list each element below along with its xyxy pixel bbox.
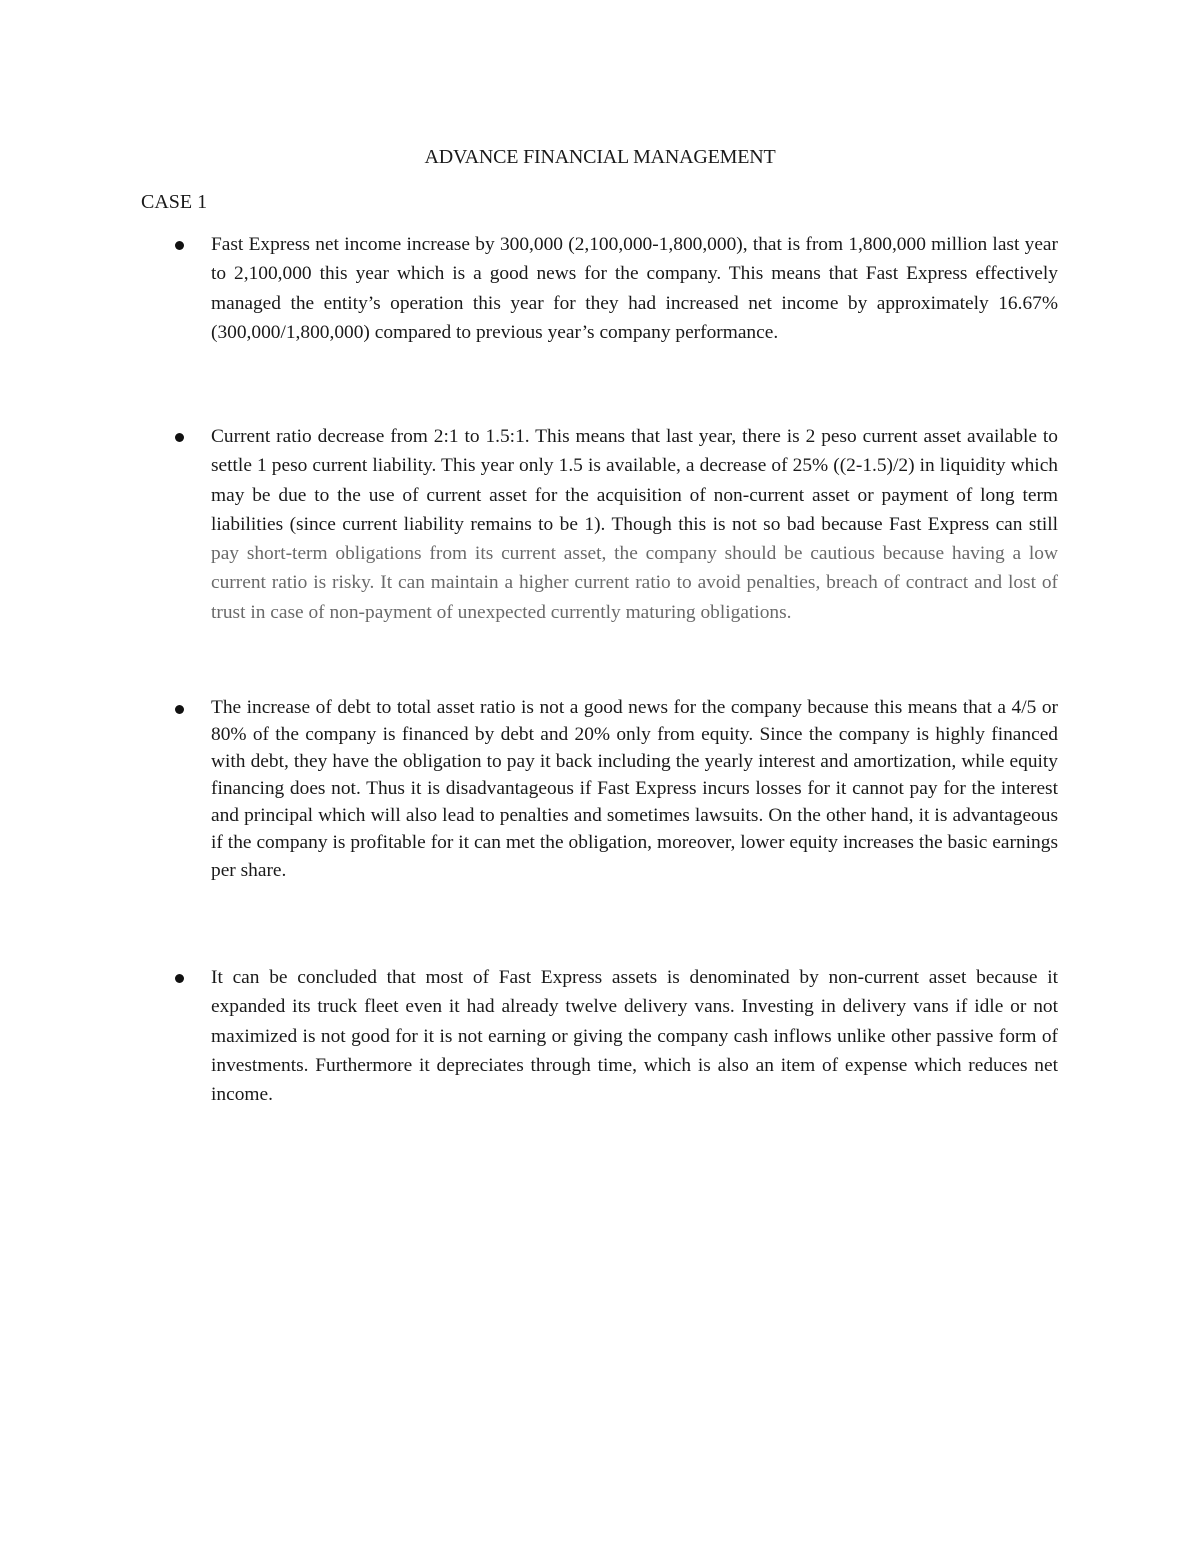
paragraph-net-income: Fast Express net income increase by 300,000 (2,100,000-1,800,000), that is from 1,800,000 million last year to 2,100,000 this year which is a good news for the company. This means that Fast Express effectively managed the entity’s operation this year for they had increased net income by approximately 16.67% (300,000/1,800,000) compared to previous year’s company performance. [211,234,1058,343]
paragraph-current-ratio [211,422,1058,627]
paragraph-debt-ratio: The increase of debt to total asset ratio is not a good news for the company because this means that a 4/5 or 80% of the company is financed by debt and 20% only from equity. Since the company is highly financed with debt, they have the obligation to pay it back including the yearly interest and amortization, while equity financing does not. Thus it is disadvantageous if Fast Express incurs losses for it cannot pay for the interest and principal which will also lead to penalties and sometimes lawsuits. On the other hand, it is advantageous if the company is profitable for it can met the obligation, moreover, lower equity increases the basic earnings per share. [211,697,1058,881]
bullet-dot-icon [175,705,184,714]
bullet-dot-icon [175,241,184,250]
paragraph-non-current-asset: It can be concluded that most of Fast Express assets is denominated by non-current asset because it expanded its truck fleet even it had already twelve delivery vans. Investing in delivery vans if idle or not maximized is not good for it is not earning or giving the company cash inflows unlike other passive form of investments. Furthermore it depreciates through time, which is also an item of expense which reduces net income. [211,967,1058,1106]
bullet-dot-icon [175,974,184,983]
case-label: CASE 1 [141,191,208,213]
document-title: ADVANCE FINANCIAL MANAGEMENT [424,146,776,168]
paragraph-current-ratio-main: Current ratio decrease from 2:1 to 1.5:1. This means that last year, there is 2 peso current asset available to settle 1 peso current liability. This year only 1.5 is available, a decrease of 25% ((2-1.5)/2) in liquidity which may be due to the use of current asset for the acquisition of non-current asset or payment of long term liabilities (since current liability remains to be 1). Though this is not so bad because Fast Express can still [211,426,1058,535]
paragraph-current-ratio-continued: pay short-term obligations from its current asset, the company should be cautious because having a low current ratio is risky. It can maintain a higher current ratio to avoid penalties, breach of contract and lost of trust in case of non-payment of unexpected currently maturing obligations. [211,543,1058,623]
bullet-dot-icon [175,433,184,442]
